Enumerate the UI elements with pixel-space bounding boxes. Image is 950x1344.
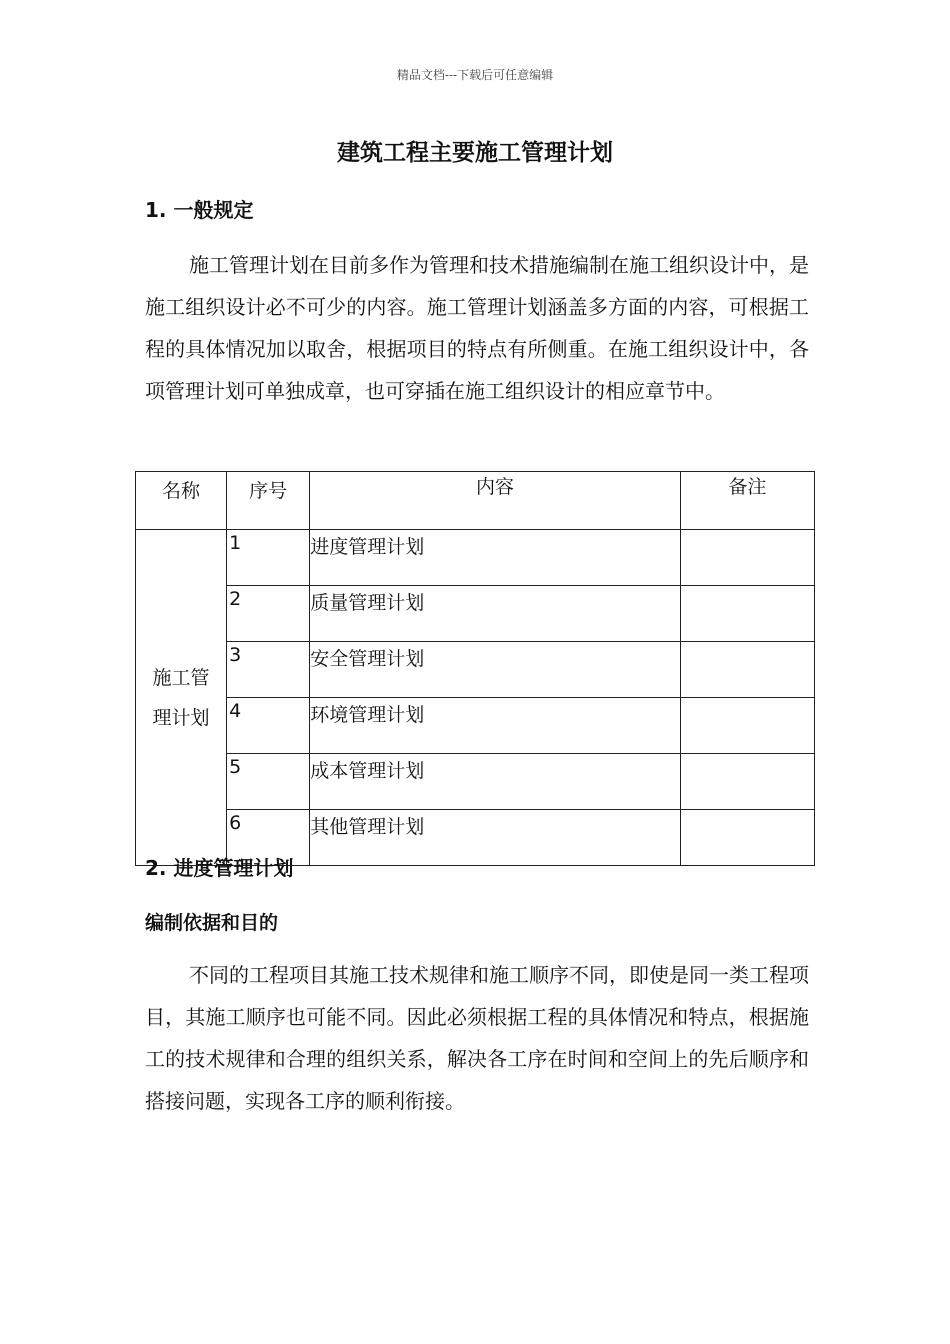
- section-1-paragraph: 施工管理计划在目前多作为管理和技术措施编制在施工组织设计中，是施工组织设计必不可少的内容。施工管理计划涵盖多方面的内容，可根据工程的具体情况加以取舍，根据项目的特点有所侧重。在施工组织设计中，各项管理计划可单独成章，也可穿插在施工组织设计的相应章节中。: [145, 253, 809, 403]
- header-no: 序号: [227, 472, 310, 530]
- row-no: 4: [227, 698, 310, 754]
- management-plan-table: [135, 471, 815, 866]
- row-no: 3: [227, 642, 310, 698]
- header-name: 名称: [136, 472, 227, 530]
- row-no: 1: [227, 530, 310, 586]
- section-1-heading: 1. 一般规定: [145, 198, 254, 222]
- row-no: 2: [227, 586, 310, 642]
- row-content: 成本管理计划: [310, 754, 681, 810]
- row-content: 其他管理计划: [310, 810, 681, 866]
- header-content: 内容: [310, 472, 681, 530]
- table-row: [136, 754, 815, 810]
- table-row: [136, 530, 815, 586]
- document-title: 建筑工程主要施工管理计划: [337, 140, 613, 166]
- row-note: [680, 754, 814, 810]
- table-row: [136, 642, 815, 698]
- row-content: 质量管理计划: [310, 586, 681, 642]
- row-content: 安全管理计划: [310, 642, 681, 698]
- section-2-paragraph: 不同的工程项目其施工技术规律和施工顺序不同，即使是同一类工程项目，其施工顺序也可能不同。因此必须根据工程的具体情况和特点，根据施工的技术规律和合理的组织关系，解决各工序在时间和空间上的先后顺序和搭接问题，实现各工序的顺利衔接。: [145, 963, 809, 1113]
- table-row: [136, 698, 815, 754]
- row-note: [680, 586, 814, 642]
- row-note: [680, 530, 814, 586]
- section-2-subheading: 编制依据和目的: [145, 912, 279, 934]
- page-header-watermark: 精品文档---下载后可任意编辑: [396, 68, 554, 82]
- row-no: 5: [227, 754, 310, 810]
- group-name-cell: 施工管理计划: [136, 530, 227, 866]
- row-note: [680, 810, 814, 866]
- header-note: 备注: [680, 472, 814, 530]
- row-content: 进度管理计划: [310, 530, 681, 586]
- table-header-row: [136, 472, 815, 530]
- row-note: [680, 642, 814, 698]
- row-no: 6: [227, 810, 310, 866]
- row-note: [680, 698, 814, 754]
- row-content: 环境管理计划: [310, 698, 681, 754]
- section-2-heading: 2. 进度管理计划: [145, 856, 294, 880]
- table-row: [136, 586, 815, 642]
